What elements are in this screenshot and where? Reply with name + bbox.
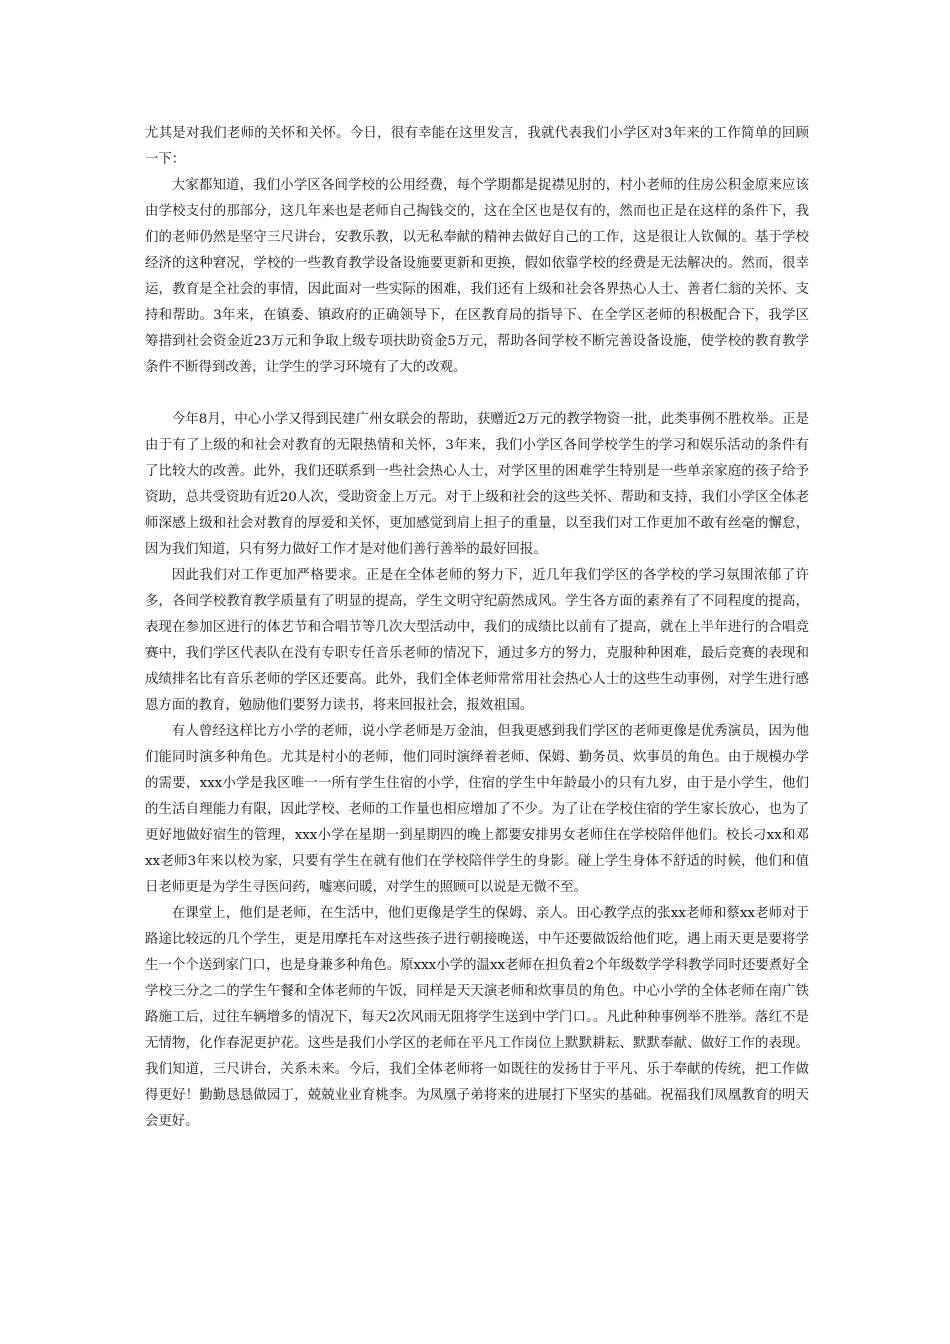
document-body [145, 121, 809, 1135]
paragraph-closing: 在课堂上，他们是老师，在生活中，他们更像是学生的保姆、亲人。田心教学点的张xx老师和蔡xx老师对于路途比较远的几个学生，更是用摩托车对这些孩子进行朝接晚送，中午还要做饭给他们吃，遇上雨天更是要将学生一个个送到家门口，也是身兼多种角色。原xxx小学的温xx老师在担负着2个年级数学学科教学同时还要煮好全学校三分之二的学生午餐和全体老师的午饭，同样是天天演老师和炊事员的角色。中心小学的全体老师在南广铁路施工后，过往车辆增多的情况下，每天2次风雨无阻将学生送到中学门口。。凡此种种事例举不胜举。落红不是无情物，化作春泥更护花。这些是我们小学区的老师在平凡工作岗位上默默耕耘、默默奉献、做好工作的表现。我们知道，三尺讲台，关系未来。今后，我们全体老师将一如既往的发扬甘于平凡、乐于奉献的传统，把工作做得更好！勤勤恳恳做园丁，兢兢业业育桃李。为凤凰子弟将来的进展打下坚实的基础。祝福我们凤凰教育的明天会更好。 [145, 906, 809, 1129]
paragraph-achievements: 因此我们对工作更加严格要求。正是在全体老师的努力下，近几年我们学区的各学校的学习氛围浓郁了许多，各间学校教育教学质量有了明显的提高，学生文明守纪蔚然成风。学生各方面的素养有了不同程度的提高，表现在参加区进行的体艺节和合唱节等几次大型活动中，我们的成绩比以前有了提高，就在上半年进行的合唱竞赛中，我们学区代表队在没有专职专任音乐老师的情况下，通过多方的努力，克服种种困难，最后竞赛的表现和成绩排名比有音乐老师的学区还要高。此外，我们全体老师常常用社会热心人士的这些生动事例，对学生进行感恩方面的教育，勉励他们要努力读书，将来回报社会，报效祖国。 [145, 568, 809, 713]
paragraph-spacer [145, 381, 809, 407]
paragraph-donations: 今年8月，中心小学又得到民建广州女联会的帮助，获赠近2万元的教学物资一批，此类事例不胜枚举。正是由于有了上级的和社会对教育的无限热情和关怀，3年来，我们小学区各间学校学生的学习和娱乐活动的条件有了比较大的改善。此外，我们还联系到一些社会热心人士，对学区里的困难学生特别是一些单亲家庭的孩子给予资助，总共受资助有近20人次，受助资金上万元。对于上级和社会的这些关怀、帮助和支持，我们小学区全体老师深感上级和社会对教育的厚爱和关怀，更加感觉到肩上担子的重量，以至我们对工作更加不敢有丝毫的懈怠，因为我们知道，只有努力做好工作才是对他们善行善举的最好回报。 [145, 412, 809, 557]
paragraph-intro: 尤其是对我们老师的关怀和关怀。今日，很有幸能在这里发言，我就代表我们小学区对3年来的工作简单的回顾一下： [145, 126, 809, 167]
paragraph-teacher-roles: 有人曾经这样比方小学的老师，说小学老师是万金油，但我更感到我们学区的老师更像是优秀演员，因为他们能同时演多种角色。尤其是村小的老师，他们同时演绎着老师、保姆、勤务员、炊事员的角色。由于规模办学的需要，xxx小学是我区唯一一所有学生住宿的小学，住宿的学生中年龄最小的只有九岁，由于是小学生，他们的生活自理能力有限，因此学校、老师的工作量也相应增加了不少。为了让在学校住宿的学生家长放心，也为了更好地做好宿生的管理，xxx小学在星期一到星期四的晚上都要安排男女老师住在学校陪伴他们。校长刁xx和邓xx老师3年来以校为家，只要有学生在就有他们在学校陪伴学生的身影。碰上学生身体不舒适的时候，他们和值日老师更是为学生寻医问药，嘘寒问暖，对学生的照顾可以说是无微不至。 [145, 724, 809, 895]
paragraph-funding: 大家都知道，我们小学区各间学校的公用经费，每个学期都是捉襟见肘的，村小老师的住房公积金原来应该由学校支付的那部分，这几年来也是老师自己掏钱交的，这在全区也是仅有的，然而也正是在这样的条件下，我们的老师仍然是坚守三尺讲台，安教乐教，以无私奉献的精神去做好自己的工作，这是很让人钦佩的。基于学校经济的这种窘况，学校的一些教育教学设备设施要更新和更换，假如依靠学校的经费是无法解决的。然而，很幸运，教育是全社会的事情，因此面对一些实际的困难，我们还有上级和社会各界热心人士、善者仁翁的关怀、支持和帮助。3年来，在镇委、镇政府的正确领导下，在区教育局的指导下、在全学区老师的积极配合下，我学区筹措到社会资金近23万元和争取上级专项扶助资金5万元，帮助各间学校不断完善设备设施，使学校的教育教学条件不断得到改善，让学生的学习环境有了大的改观。 [145, 178, 809, 375]
